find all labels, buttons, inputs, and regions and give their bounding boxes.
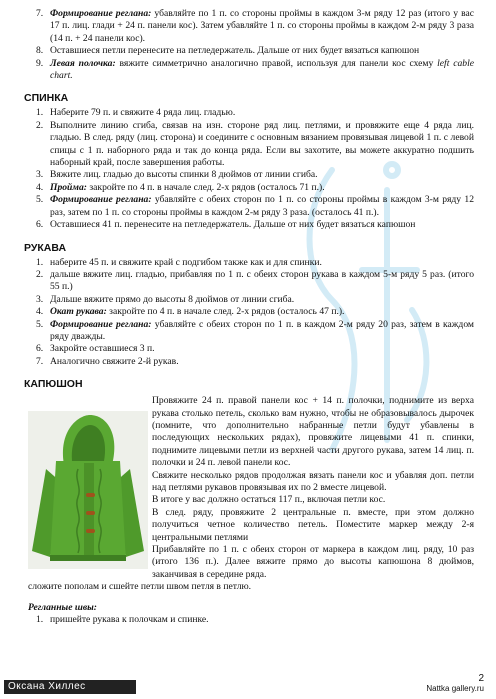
seams-steps (28, 614, 474, 626)
section-title-seams: Регланные швы: (28, 601, 98, 613)
green-hoodie-image (28, 411, 148, 569)
list-item (36, 294, 474, 306)
item-text: Дальше вяжите прямо до высоты 8 дюймов от линии сгиба. (50, 293, 295, 305)
item-number: 1. (36, 256, 44, 268)
item-number: 5. (36, 318, 44, 330)
list-item (36, 269, 474, 294)
sweater-photo (28, 411, 148, 569)
list-item (36, 120, 474, 170)
item-text: Выполните линию сгиба, связав на изн. стороне ряд лиц. петлями, и провяжите еще 4 ряда лиц. гладью. В след. ряду (лиц. сторона) и соедините с основным вязанием провязывая лицевой 1 п. с левой спицы с 1 п. наборного ряда и так до конца ряда. Если вы захотите, вы можете аккуратно подшить наборный край, после завершения работы. (50, 119, 474, 169)
section-title-sleeves: РУКАВА (24, 241, 67, 254)
paragraph: Прибавляйте по 1 п. с обеих сторон от маркера в каждом лиц. ряду, 10 раз (итого 136 п.). Далее вяжите прямо до высоты капюшона 8 дюймов, заканчивая в середине ряда. (152, 544, 474, 580)
list-item (36, 169, 474, 181)
front-panel-continuation (28, 8, 474, 82)
sleeve-steps (28, 257, 474, 369)
item-number: 1. (36, 107, 44, 119)
list-item (36, 107, 474, 119)
hood-text (152, 395, 474, 581)
item-text: наберите 45 п. и свяжите край с подгибом также как и для спинки. (50, 256, 322, 268)
item-text-italic: left cable chart. (50, 57, 475, 82)
paragraph: В след. ряду, провяжите 2 центральные п. вместе, при этом должно получиться четное количество петель. Поместите маркер между 2-я центральными петлями (152, 506, 474, 543)
item-number: 7. (36, 355, 44, 367)
list-item (36, 356, 474, 368)
item-number: 3. (36, 169, 44, 181)
section-title-back: СПИНКА (24, 92, 69, 105)
item-label: Формирование реглана: (50, 194, 152, 206)
paragraph: сложите пополам и сшейте петли швом петля в петлю. (28, 581, 252, 593)
list-item (36, 343, 474, 355)
item-text: Оставшиеся петли перенесите на петледержатель. Дальше от них будет вязаться капюшон (50, 45, 420, 57)
item-label: Левая полочка: (50, 57, 116, 69)
item-text: Оставшиеся 41 п. перенесите на петледержатель. Дальше от них будет вязаться капюшон (50, 219, 416, 231)
hood-section (28, 395, 474, 581)
list-item (36, 219, 474, 231)
item-label: Формирование реглана: (50, 8, 152, 19)
site-name: Nattka gallery.ru (426, 684, 484, 693)
item-text: Наберите 79 п. и свяжите 4 ряда лиц. гладью. (50, 107, 236, 119)
paragraph: Свяжите несколько рядов продолжая вязать панели кос и убавляя доп. петли над петлями рукавов провязывая их по 2 вместе лицевой. (152, 469, 474, 493)
section-title-hood: КАПЮШОН (24, 378, 83, 391)
item-label: Формирование реглана: (50, 318, 152, 330)
item-text: вяжите симметрично аналогично правой, используя для панели кос схему (115, 57, 438, 69)
item-number: 6. (36, 343, 44, 355)
item-text: убавляйте с обеих сторон по 1 п. в каждом 2-м ряду 20 раз, затем в каждом ряду дважды. (50, 318, 474, 342)
list-item (36, 257, 474, 269)
item-number: 1. (36, 614, 44, 626)
item-text: убавляйте с обеих сторон по 1 п. со стороны проймы в каждом 3-м ряду 12 раз, затем по 1 п. со стороны проймы в каждом 2-м ряду 3 раза. (осталось 41 п.). (50, 194, 474, 218)
item-number: 5. (36, 194, 44, 206)
list-item (36, 45, 474, 57)
item-number: 3. (36, 293, 44, 305)
list-item (36, 58, 474, 83)
paragraph: Провяжите 24 п. правой панели кос + 14 п. полочки, поднимите из верха рукава столько петель, сколько вам нужно, чтобы не образовывалось дырочек (помните, что дополнительно набранные петли будут убавлены в последующих нескольких рядах), провяжите лицевыми 41 п. спинки, поднимите лицевыми петли из верхней части другого рукава, затем 14 лиц. п. полочки и 24 п. левой панели кос. (152, 395, 474, 469)
list-item (36, 319, 474, 344)
item-text: Вяжите лиц. гладью до высоты спинки 8 дюймов от линии сгиба. (50, 169, 318, 181)
list-item (36, 614, 474, 626)
document-page (24, 8, 475, 626)
item-number: 6. (36, 219, 44, 231)
item-text: убавляйте по 1 п. со стороны проймы в каждом 3-м ряду 12 раз (итого у вас 17 п. лиц. глади + 24 п. панели кос). Затем убавляйте 1 п. со стороны проймы в каждом 2-м ряду 3 раза (14 п. + 24 панели кос). (50, 8, 474, 44)
item-number: 9. (36, 57, 44, 69)
item-text: закройте по 4 п. в начале след. 2-х рядов (осталось 47 п.). (106, 306, 345, 318)
back-steps (28, 107, 474, 231)
item-number: 4. (36, 181, 44, 193)
item-number: 7. (36, 8, 44, 19)
item-label: Пройма: (50, 181, 87, 193)
list-item (36, 306, 474, 318)
list-item (36, 182, 474, 194)
item-text: Аналогично свяжите 2-й рукав. (50, 355, 179, 367)
item-text: Закройте оставшиеся 3 п. (50, 343, 155, 355)
item-text: дальше вяжите лиц. гладью, прибавляя по 1 п. с обеих сторон рукава в каждом 5-м ряду 5 раз. (итого 55 п.) (50, 268, 474, 293)
item-label: Окат рукава: (50, 306, 107, 318)
item-text: закройте по 4 п. в начале след. 2-х рядов (осталось 71 п.). (86, 181, 325, 193)
item-text: пришейте рукава к полочкам и спинке. (50, 614, 209, 626)
paragraph: В итоге у вас должно остаться 117 п., включая петли кос. (152, 494, 386, 506)
item-number: 4. (36, 306, 44, 318)
item-number: 2. (36, 268, 44, 280)
item-number: 8. (36, 45, 44, 57)
item-number: 2. (36, 119, 44, 131)
page-number: 2 (478, 673, 484, 684)
author-label: Оксана Хиллес (4, 680, 136, 694)
page-footer (426, 674, 484, 694)
list-item (36, 194, 474, 219)
list-item (36, 8, 474, 45)
